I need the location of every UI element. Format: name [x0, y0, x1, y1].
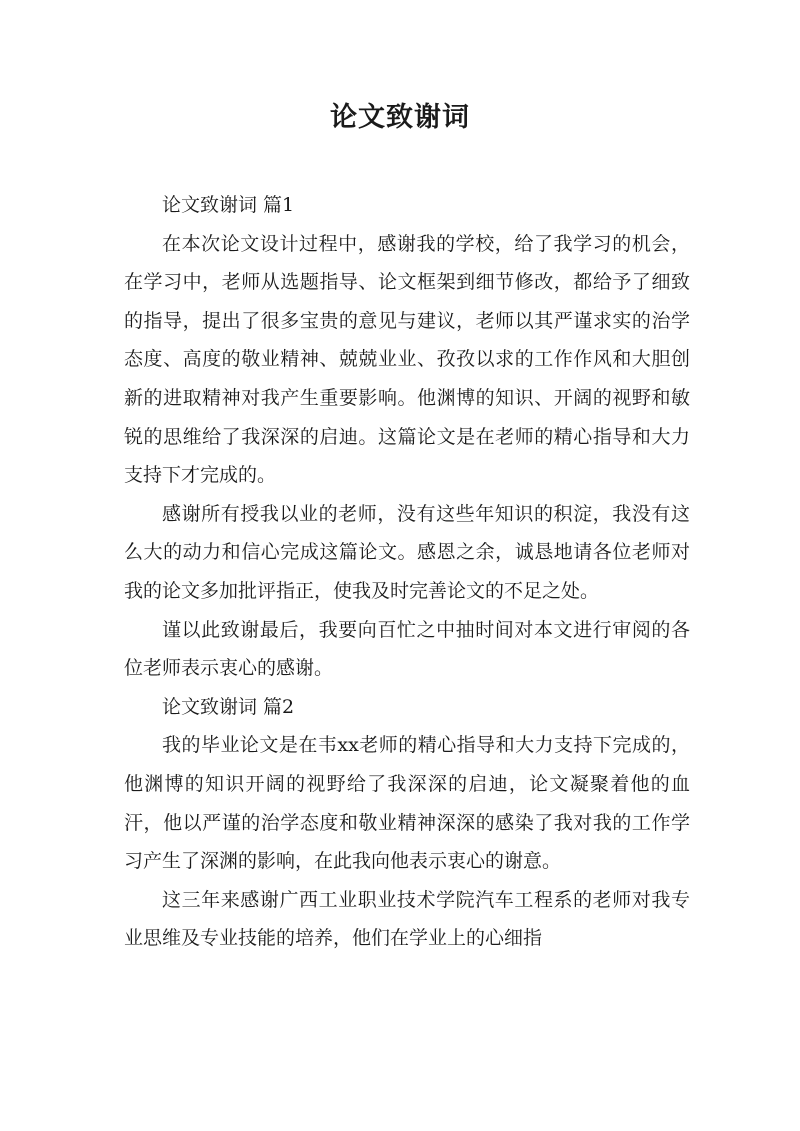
page-title: 论文致谢词: [330, 102, 470, 133]
paragraph: 我的毕业论文是在韦xx老师的精心指导和大力支持下完成的，他渊博的知识开阔的视野给了我深深的启迪，论文凝聚着他的血汗，他以严谨的治学态度和敬业精神深深的感染了我对我的工作学习产生了深渊的影响，在此我向他表示衷心的谢意。: [124, 734, 690, 873]
section-heading-2: 论文致谢词 篇2: [162, 695, 295, 718]
section-heading-1: 论文致谢词 篇1: [162, 194, 295, 216]
paragraph: 这三年来感谢广西工业职业技术学院汽车工程系的老师对我专业思维及专业技能的培养，他们在学业上的心细指: [124, 888, 690, 950]
paragraph: 谨以此致谢最后，我要向百忙之中抽时间对本文进行审阅的各位老师表示衷心的感谢。: [124, 618, 690, 680]
paragraph: 感谢所有授我以业的老师，没有这些年知识的积淀，我没有这么大的动力和信心完成这篇论文。感恩之余，诚恳地请各位老师对我的论文多加批评指正，使我及时完善论文的不足之处。: [124, 502, 690, 602]
paragraph: 在本次论文设计过程中，感谢我的学校，给了我学习的机会，在学习中，老师从选题指导、论文框架到细节修改，都给予了细致的指导，提出了很多宝贵的意见与建议，老师以其严谨求实的治学态度、高度的敬业精神、兢兢业业、孜孜以求的工作作风和大胆创新的进取精神对我产生重要影响。他渊博的知识、开阔的视野和敏锐的思维给了我深深的启迪。这篇论文是在老师的精心指导和大力支持下才完成的。: [124, 232, 690, 487]
document-body: [124, 186, 690, 958]
